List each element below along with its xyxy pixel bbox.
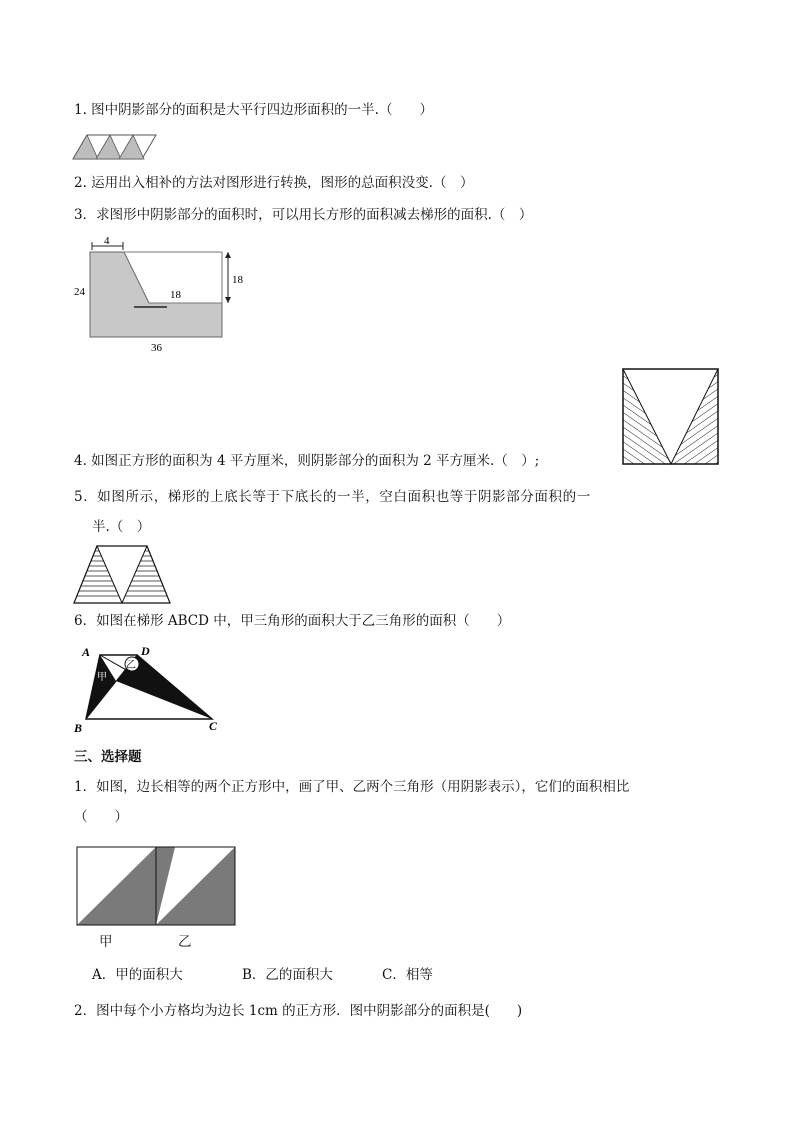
choice-option-c[interactable]: C．相等 — [382, 967, 433, 983]
judge-q4: 4. 如图正方形的面积为 4 平方厘米，则阴影部分的面积为 2 平方厘米.（ ）; — [74, 453, 540, 469]
fig3-label-bottom: 36 — [151, 342, 162, 352]
fig6-label-a: A — [82, 645, 91, 659]
fig6-label-d: D — [141, 644, 150, 658]
fig6-label-c: C — [209, 719, 218, 733]
fig-q5-trapezoid — [72, 544, 172, 606]
choice-q1-line2: （ ） — [74, 809, 128, 825]
fig-q1-parallelogram — [72, 133, 158, 161]
judge-q5-line2: 半.（ ） — [92, 519, 151, 535]
judge-q5-line1: 5．如图所示，梯形的上底长等于下底长的一半，空白面积也等于阴影部分面积的一 — [74, 489, 591, 505]
fig3-label-left: 24 — [74, 286, 85, 298]
fig6-label-jia: 甲 — [97, 672, 107, 683]
choice-fig-label-yi: 乙 — [178, 934, 192, 950]
choice-heading: 三、选择题 — [74, 749, 142, 765]
judge-q1: 1. 图中阴影部分的面积是大平行四边形面积的一半.（ ） — [74, 102, 433, 118]
choice-q2: 2．图中每个小方格均为边长 1cm 的正方形．图中阴影部分的面积是( ) — [74, 1003, 523, 1019]
fig-q6-trapezoid-abcd — [72, 642, 222, 738]
fig-q4-square — [622, 368, 720, 466]
choice-option-b[interactable]: B．乙的面积大 — [242, 967, 333, 983]
choice-q1-line1: 1．如图，边长相等的两个正方形中，画了甲、乙两个三角形（用阴影表示），它们的面积相比 — [74, 779, 630, 795]
judge-q3: 3．求图形中阴影部分的面积时，可以用长方形的面积减去梯形的面积.（ ） — [74, 207, 533, 223]
choice-option-a[interactable]: A．甲的面积大 — [92, 967, 183, 983]
fig3-label-top: 4 — [104, 235, 110, 247]
fig6-label-yi: 乙 — [126, 660, 136, 671]
fig-choice1-squares — [76, 846, 238, 928]
fig3-label-right: 18 — [232, 274, 243, 286]
judge-q2: 2. 运用出入相补的方法对图形进行转换，图形的总面积没变.（ ） — [74, 175, 474, 191]
judge-q6: 6．如图在梯形 ABCD 中，甲三角形的面积大于乙三角形的面积（ ） — [74, 613, 511, 629]
fig-q3-rectangle — [72, 234, 250, 352]
choice-fig-label-jia: 甲 — [99, 934, 113, 950]
fig3-label-mid: 18 — [170, 289, 181, 301]
fig6-label-b: B — [74, 721, 83, 735]
